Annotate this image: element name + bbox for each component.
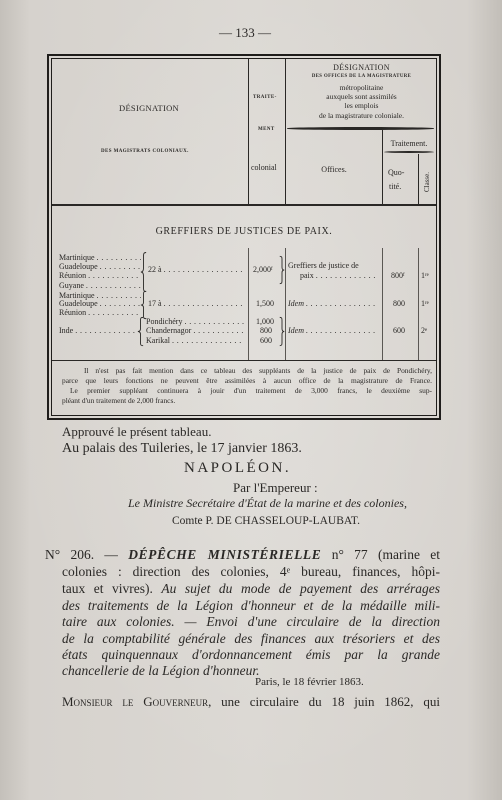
- dot-leader: [314, 271, 376, 280]
- page-number: — 133 —: [219, 25, 271, 40]
- column-rule: [248, 248, 249, 360]
- dot-leader: [98, 299, 141, 308]
- approval-place-date: Au palais des Tuileries, le 17 janvier 1863.: [62, 441, 302, 456]
- right-brace: [279, 317, 285, 346]
- colony-row: [59, 299, 141, 308]
- establishment-row: [146, 326, 244, 335]
- traitement-value: [253, 265, 273, 274]
- swell-rule: [384, 151, 434, 153]
- establishment-row: [146, 317, 244, 326]
- column-rule: [418, 248, 419, 360]
- letter-date: Paris, le 18 février 1863.: [255, 676, 364, 688]
- body-bottom-rule: [52, 360, 436, 361]
- dot-leader: [84, 281, 141, 290]
- classe-number: 1: [421, 299, 425, 308]
- dispatch-text: colonies : direction des colonies, 4: [62, 564, 287, 579]
- office-name: Greffiers de justice de: [288, 261, 359, 270]
- traitement-unit: f: [271, 266, 273, 272]
- dispatch-line: des traitements de la Légion d'honneur et de la médaille mili-: [62, 598, 440, 613]
- traitement-amount: 2,000: [253, 265, 271, 274]
- quotite-value: [391, 271, 405, 280]
- header-bottom-rule: [52, 204, 436, 206]
- emperor-signature: NAPOLÉON.: [184, 460, 292, 476]
- table-note-line: Le premier suppléant continuera à jouir d'un traitement de 3,000 francs, le deuxième sup-: [70, 386, 432, 395]
- range-value: 17 à: [148, 299, 162, 308]
- quotite-unit: f: [403, 272, 405, 278]
- dot-leader: [304, 299, 376, 308]
- traitement-value: 1,500: [256, 299, 274, 308]
- establishment-row: [146, 336, 244, 345]
- colony-name: Réunion: [59, 308, 87, 317]
- office-row: [288, 326, 376, 335]
- colony-row: [59, 281, 141, 290]
- dot-leader: [304, 326, 376, 335]
- dispatch-title: DÉPÊCHE MINISTÉRIELLE: [128, 547, 322, 562]
- colony-name: Réunion: [59, 271, 87, 280]
- quotite-value: 800: [393, 299, 405, 308]
- header-quotite-line: tité.: [389, 182, 402, 191]
- colony-row: [59, 253, 141, 262]
- header-designation-sub: DES MAGISTRATS COLONIAUX.: [101, 149, 189, 154]
- colony-name: Martinique: [59, 253, 95, 262]
- column-rule: [248, 59, 249, 206]
- header-metro-line: DES OFFICES DE LA MAGISTRATURE: [311, 74, 412, 79]
- dot-leader: [162, 299, 244, 308]
- left-brace: [137, 317, 144, 346]
- header-metro-title: DÉSIGNATION: [333, 63, 390, 72]
- range-row: [148, 299, 244, 308]
- dot-leader: [95, 253, 141, 262]
- letter-text: , une circulaire du 18 juin 1862, qui: [208, 694, 440, 709]
- table-note-line: parce que leurs fonctions ne peuvent être assimilées à aucun office de la magistrature de France.: [62, 376, 432, 385]
- dispatch-line: [62, 581, 440, 597]
- dispatch-line: [62, 564, 440, 580]
- classe-number: 2: [421, 326, 425, 335]
- dispatch-line: [45, 547, 440, 563]
- header-metro-line: les emplois: [344, 101, 379, 110]
- range-row: [148, 265, 244, 274]
- header-traitement-line: colonial: [251, 163, 277, 172]
- dispatch-text: bureau, finances, hôpi-: [290, 564, 440, 579]
- dot-leader: [182, 317, 244, 326]
- quotite-amount: 800: [391, 271, 403, 280]
- header-metro-line: auxquels sont assimilés: [326, 92, 397, 101]
- dispatch-subject: Au sujet du mode de payement des arrérages: [161, 581, 440, 596]
- dot-leader: [86, 308, 141, 317]
- dispatch-line: taire aux colonies. — Envoi d'une circulaire de la direction: [62, 614, 440, 629]
- classe-suffix: e: [425, 327, 428, 333]
- colony-name: Guyane: [59, 281, 84, 290]
- dot-leader: [191, 326, 244, 335]
- left-brace: [140, 291, 147, 319]
- letter-line: [62, 694, 440, 710]
- traitement-value: 600: [260, 336, 272, 345]
- header-quotite-line: Quo-: [388, 168, 405, 177]
- right-brace: [279, 256, 285, 284]
- traitement-value: 1,000: [256, 317, 274, 326]
- dispatch-text: n° 77 (marine et: [321, 547, 440, 562]
- dispatch-number: N° 206. —: [45, 547, 129, 562]
- dot-leader: [162, 265, 244, 274]
- letter-salutation: Monsieur le Gouverneur: [62, 694, 209, 709]
- table-note-line: Il n'est pas fait mention dans ce tableau des suppléants de la justice de paix de Pondichéry,: [84, 366, 432, 375]
- dispatch-line: états quinquennaux d'ordonnancement émis par la grande: [62, 647, 440, 662]
- table-note-line: pléant d'un traitement de 2,000 francs.: [62, 396, 176, 405]
- classe-suffix: re: [425, 300, 429, 306]
- colony-row: [59, 308, 141, 317]
- establishment-name: Pondichéry: [146, 317, 183, 326]
- dispatch-sup: e: [286, 565, 291, 575]
- dot-leader: [170, 336, 244, 345]
- column-rule: [285, 248, 286, 360]
- header-traitement-sub: Traitement.: [390, 139, 428, 148]
- colony-row: [59, 271, 141, 280]
- header-designation: DÉSIGNATION: [119, 103, 179, 113]
- classe-value: [421, 299, 429, 308]
- colony-name: Inde: [59, 326, 74, 335]
- left-brace: [140, 252, 147, 292]
- dispatch-line: de la comptabilité générale des finances aux trésoriers et des: [62, 631, 440, 646]
- dispatch-line: chancellerie de la Légion d'honneur.: [62, 663, 260, 678]
- classe-value: [421, 326, 427, 335]
- dot-leader: [98, 262, 141, 271]
- office-name: paix: [300, 271, 314, 280]
- office-name: Idem: [288, 326, 304, 335]
- section-title: GREFFIERS DE JUSTICES DE PAIX.: [155, 226, 333, 237]
- dot-leader: [73, 326, 136, 335]
- establishment-name: Chandernagor: [146, 326, 192, 335]
- approval-line: Approuvé le présent tableau.: [62, 424, 212, 439]
- traitement-value: 800: [260, 326, 272, 335]
- classe-suffix: re: [425, 272, 429, 278]
- minister-title: Le Ministre Secrétaire d'État de la marine et des colonies,: [128, 496, 407, 510]
- office-name: Idem: [288, 299, 304, 308]
- column-rule: [418, 154, 419, 206]
- colony-name: Guadeloupe: [59, 262, 98, 271]
- swell-rule: [287, 127, 434, 130]
- header-traitement-line: MENT: [258, 127, 275, 132]
- column-rule: [285, 59, 286, 206]
- range-value: 22 à: [148, 265, 162, 274]
- dispatch-text: taux et vivres).: [62, 581, 162, 596]
- colony-name: Martinique: [59, 291, 95, 300]
- column-rule: [382, 248, 383, 360]
- quotite-value: 600: [393, 326, 405, 335]
- classe-number: 1: [421, 271, 425, 280]
- colony-name: Guadeloupe: [59, 299, 98, 308]
- header-classe: Classe.: [423, 171, 431, 193]
- establishment-name: Karikal: [146, 336, 170, 345]
- classe-value: [421, 271, 429, 280]
- by-emperor: Par l'Empereur :: [233, 480, 318, 495]
- header-metro-line: de la magistrature coloniale.: [319, 111, 404, 120]
- dot-leader: [86, 271, 141, 280]
- office-row: [300, 271, 376, 280]
- colony-row: [59, 326, 136, 335]
- header-offices: Offices.: [321, 165, 347, 174]
- header-metro-line: métropolitaine: [339, 83, 384, 92]
- minister-name: Comte P. DE CHASSELOUP-LAUBAT.: [172, 515, 360, 527]
- header-traitement-line: TRAITE-: [253, 95, 277, 100]
- office-row: [288, 299, 376, 308]
- colony-row: [59, 262, 141, 271]
